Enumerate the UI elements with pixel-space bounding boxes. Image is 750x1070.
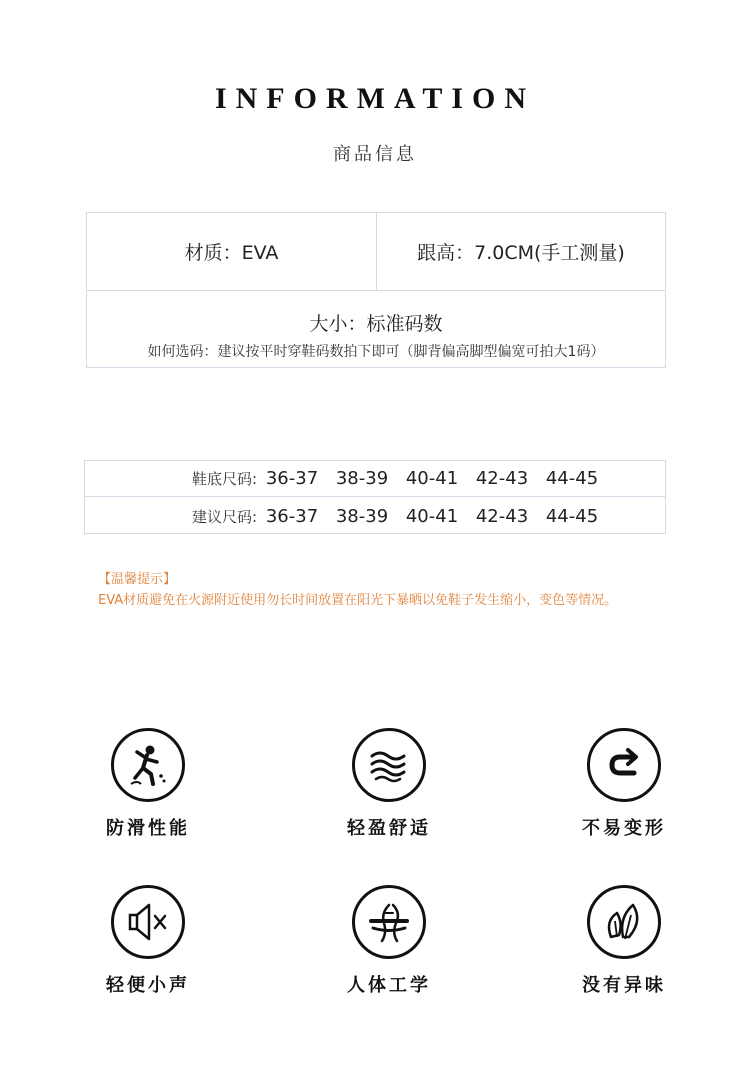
material-cell: 材质：EVA bbox=[87, 213, 377, 290]
tip-text: EVA材质避免在火源附近使用勿长时间放置在阳光下暴晒以免鞋子发生缩小，变色等情况。 bbox=[98, 593, 618, 608]
size-table-row bbox=[85, 461, 665, 497]
size-table-row bbox=[85, 498, 665, 534]
feature-label: 不易变形 bbox=[582, 818, 666, 839]
feature-anti-slip bbox=[68, 728, 228, 840]
feature-label: 防滑性能 bbox=[106, 818, 190, 839]
feature-no-deform bbox=[544, 728, 704, 840]
size-value: 44-45 bbox=[545, 468, 599, 489]
feature-comfort bbox=[309, 728, 469, 840]
feature-ergonomic bbox=[309, 885, 469, 997]
page-subtitle: 商品信息 bbox=[333, 144, 417, 165]
row-label: 建议尺码: bbox=[191, 507, 257, 526]
size-value: 36-37 bbox=[265, 505, 319, 527]
size-text: 大小：标准码数 bbox=[309, 313, 443, 335]
size-value: 40-41 bbox=[405, 505, 459, 527]
rebound-arrow-icon bbox=[587, 728, 661, 802]
spec-table bbox=[86, 212, 666, 368]
size-value: 44-45 bbox=[545, 505, 599, 527]
spec-row bbox=[87, 213, 665, 291]
feature-no-odor bbox=[544, 885, 704, 997]
size-guide-text: 如何选码：建议按平时穿鞋码数拍下即可（脚背偏高脚型偏宽可拍大1码） bbox=[147, 344, 605, 360]
row-label: 鞋底尺码: bbox=[191, 470, 257, 488]
waves-icon bbox=[352, 728, 426, 802]
size-value: 40-41 bbox=[405, 468, 459, 489]
size-value: 38-39 bbox=[335, 468, 389, 489]
size-table bbox=[84, 460, 666, 534]
feature-label: 没有异味 bbox=[582, 975, 666, 996]
feature-quiet bbox=[68, 885, 228, 997]
ergonomic-sole-icon bbox=[352, 885, 426, 959]
heel-height-cell: 跟高：7.0CM(手工测量) bbox=[417, 242, 625, 264]
page-title: INFORMATION bbox=[214, 82, 536, 115]
size-value: 36-37 bbox=[265, 468, 319, 489]
mute-speaker-icon bbox=[111, 885, 185, 959]
feature-label: 轻便小声 bbox=[106, 975, 190, 996]
size-value: 42-43 bbox=[475, 505, 529, 527]
anti-slip-icon bbox=[111, 728, 185, 802]
size-value: 42-43 bbox=[475, 468, 529, 489]
feature-label: 人体工学 bbox=[347, 975, 431, 996]
leaf-icon bbox=[587, 885, 661, 959]
tip-heading: 【温馨提示】 bbox=[98, 572, 177, 587]
feature-label: 轻盈舒适 bbox=[347, 818, 431, 839]
size-value: 38-39 bbox=[335, 505, 389, 527]
